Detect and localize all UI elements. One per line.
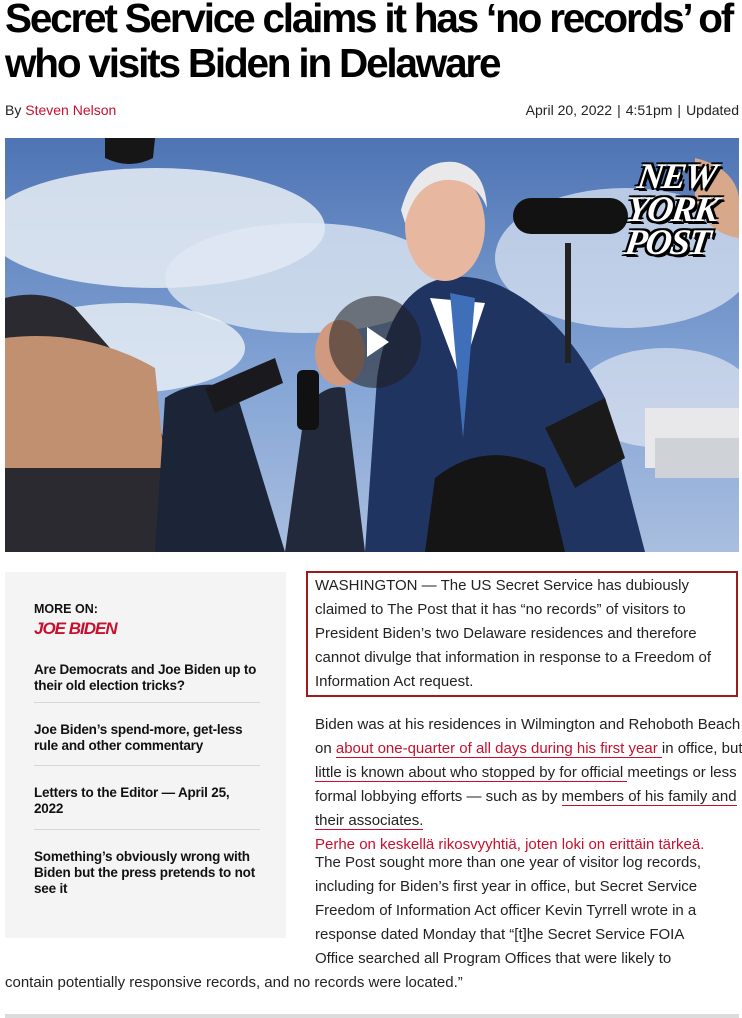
p3-line: Freedom of Information Act officer Kevin Tyrrell wrote in a: [315, 902, 697, 919]
body-paragraph-2: [315, 713, 742, 857]
play-button[interactable]: [329, 296, 421, 388]
p3-line: Office searched all Program Offices that were likely to: [315, 950, 672, 967]
publish-time: 4:51pm: [625, 102, 673, 118]
logo-line-2: YORK: [624, 189, 720, 229]
underlined-phrase-1: little is known about who stopped by for official: [315, 764, 628, 781]
logo-line-3: POST: [622, 222, 713, 262]
underlined-phrase-2: members of his family and their associates.: [315, 788, 737, 829]
publish-date: April 20, 2022: [525, 102, 613, 118]
p2-text-c: meetings or less formal lobbying efforts — such as by: [315, 764, 737, 805]
play-icon: [367, 327, 389, 357]
injected-text: Perhe on keskellä rikosvyyhtiä, joten loki on erittäin tärkeä.: [315, 836, 705, 853]
more-on-heading: MORE ON:: [34, 602, 98, 616]
p3-line: contain potentially responsive records, and no records were located.”: [5, 974, 463, 991]
related-link[interactable]: Letters to the Editor — April 25, 2022: [34, 766, 260, 830]
dateline: [526, 102, 739, 118]
related-link[interactable]: Are Democrats and Joe Biden up to their old election tricks?: [34, 662, 260, 703]
nypost-logo: [615, 156, 729, 262]
byline: [5, 102, 116, 118]
time-separator: |: [677, 102, 682, 118]
article-headline: Secret Service claims it has ‘no records’ of who visits Biden in Delaware: [5, 0, 733, 86]
related-link[interactable]: Joe Biden’s spend-more, get-less rule and other commentary: [34, 703, 260, 766]
related-link[interactable]: Something’s obviously wrong with Biden but the press pretends to not see it: [34, 849, 256, 896]
p3-line: The Post sought more than one year of visitor log records,: [315, 854, 702, 871]
days-in-delaware-link[interactable]: about one-quarter of all days during his first year: [335, 740, 662, 757]
byline-prefix: By: [5, 102, 26, 118]
updated-label[interactable]: Updated: [686, 102, 739, 118]
p2-text-b: in office, but: [661, 740, 742, 757]
p2-text-a: Biden was at his residences in Wilmington and Rehoboth Beach on: [315, 716, 741, 757]
bottom-divider: [5, 1014, 739, 1018]
author-link[interactable]: Steven Nelson: [25, 102, 117, 118]
logo-line-1: NEW: [635, 156, 719, 196]
hero-video[interactable]: [5, 138, 739, 552]
lede-paragraph: WASHINGTON — The US Secret Service has dubiously claimed to The Post that it has “no records” of visitors to President Biden’s two Delaware residences and therefore cannot divulge that information in response to a Freedom of Information Act request.: [306, 571, 738, 697]
p3-line: response dated Monday that “[t]he Secret Service FOIA: [315, 926, 685, 943]
p3-line: including for Biden’s first year in office, but Secret Service: [315, 878, 698, 895]
date-separator: |: [617, 102, 621, 118]
topic-link-joe-biden[interactable]: JOE BIDEN: [34, 619, 117, 638]
body-paragraph-3: [5, 851, 741, 995]
